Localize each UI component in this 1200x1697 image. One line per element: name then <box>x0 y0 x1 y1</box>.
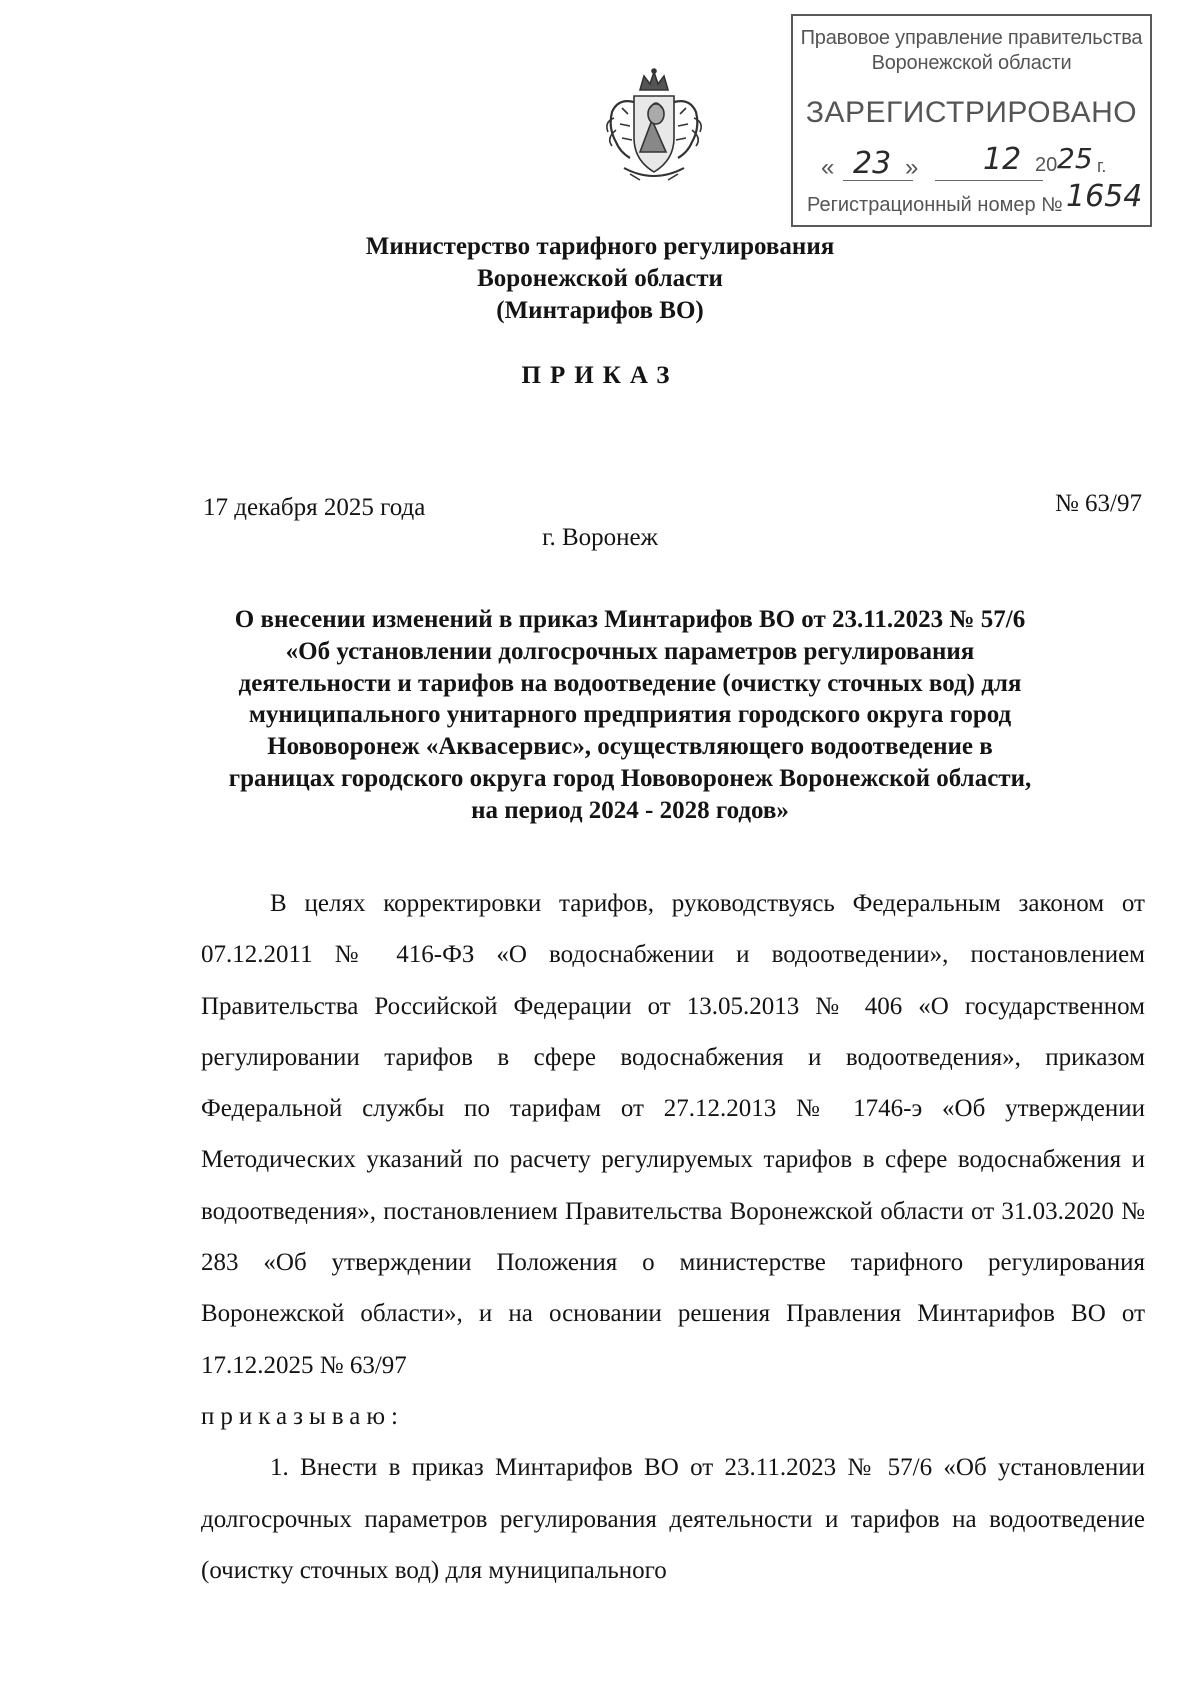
stamp-year-prefix: 20 <box>1035 154 1058 176</box>
stamp-year: 25 <box>1057 142 1093 175</box>
ministry-line2: Воронежской области <box>477 265 723 292</box>
coat-of-arms-icon <box>600 68 708 186</box>
document-type-title: ПРИКАЗ <box>521 362 679 389</box>
stamp-reg-number: 1654 <box>1066 179 1143 214</box>
stamp-org-line2: Воронежской области <box>871 52 1072 74</box>
registration-stamp <box>791 14 1152 227</box>
document-city: г. Воронеж <box>542 524 658 551</box>
ministry-heading <box>300 231 900 327</box>
subject-line: деятельности и тарифов на водоотведение (очистку сточных вод) для <box>238 669 1022 697</box>
orders-word: приказываю: <box>201 1402 404 1430</box>
subject-line: Нововоронеж «Аквасервис», осуществляющего водоотведение в <box>267 733 993 761</box>
subject-line: «Об установлении долгосрочных параметров регулирования <box>285 637 975 665</box>
stamp-month-line <box>935 180 1043 181</box>
stamp-registered-label: ЗАРЕГИСТРИРОВАНО <box>805 96 1138 129</box>
document-number: № 63/97 <box>1054 490 1142 517</box>
ministry-line1: Министерство тарифного регулирования <box>365 233 835 260</box>
subject-line: муниципального унитарного предприятия городского округа город <box>248 701 1012 729</box>
stamp-quote-open: « <box>821 154 835 181</box>
stamp-day: 23 <box>853 146 892 181</box>
document-subject <box>150 604 1110 827</box>
stamp-day-line <box>843 180 913 181</box>
preamble-paragraph: В целях корректировки тарифов, руководствуясь Федеральным законом от 07.12.2011 № 416-ФЗ «О водоснабжении и водоотведении», постановлением Правительства Российской Федерации от 13.05.2013 № 406 «О государственном регулировании тарифов в сфере водоснабжения и водоотведения», приказом Федеральной службы по тарифам от 27.12.2013 № 1746-э «Об утверждении Методических указаний по расчету регулируемых тарифов в сфере водоснабжения и водоотведения», постановлением Правительства Воронежской области от 31.03.2020 № 283 «Об утверждении Положения о министерстве тарифного регулирования Воронежской области», и на основании решения Правления Минтарифов ВО от 17.12.2025 № 63/97 <box>201 890 1145 1379</box>
stamp-year-suffix: г. <box>1097 156 1107 176</box>
ministry-line3: (Минтарифов ВО) <box>496 297 704 324</box>
document-body <box>201 878 1145 1596</box>
stamp-reg-number-label: Регистрационный номер № <box>807 194 1063 216</box>
stamp-org-line1: Правовое управление правительства <box>800 27 1143 49</box>
document-date: 17 декабря 2025 года <box>203 494 426 521</box>
subject-line: границах городского округа город Нововоронеж Воронежской области, <box>228 764 1032 792</box>
subject-line: на период 2024 - 2028 годов» <box>471 796 789 824</box>
stamp-quote-close: » <box>905 154 919 181</box>
subject-line: О внесении изменений в приказ Минтарифов ВО от 23.11.2023 № 57/6 <box>234 606 1026 633</box>
stamp-organization <box>793 26 1150 76</box>
stamp-month: 12 <box>983 142 1022 177</box>
order-item-1: 1. Внести в приказ Минтарифов ВО от 23.11.2023 № 57/6 «Об установлении долгосрочных параметров регулирования деятельности и тарифов на водоотведение (очистку сточных вод) для муниципального <box>201 1454 1145 1584</box>
